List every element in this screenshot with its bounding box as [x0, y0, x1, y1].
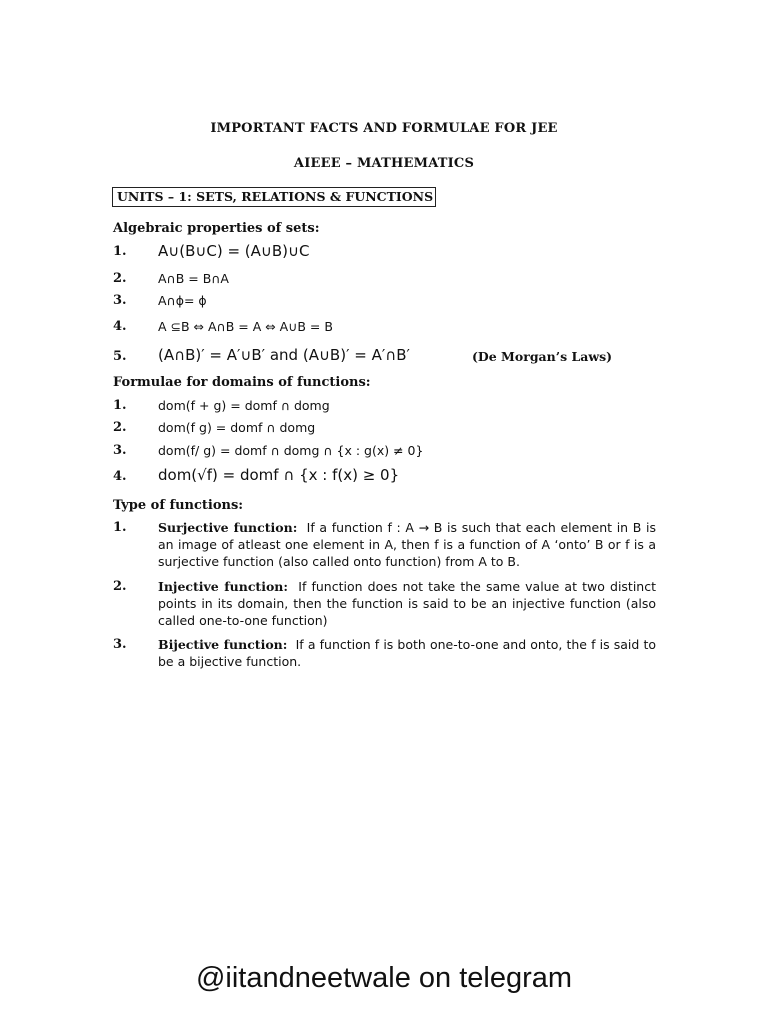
item-number: 4. — [113, 319, 127, 334]
item-number: 3. — [113, 443, 127, 458]
formula-line: A∩B = B∩A — [158, 271, 229, 286]
definition-surjective — [158, 519, 656, 570]
section-heading-domains: Formulae for domains of functions: — [113, 375, 371, 390]
de-morgan-note: (De Morgan’s Laws) — [472, 349, 613, 364]
formula-line: A ⊆B ⇔ A∩B = A ⇔ A∪B = B — [158, 319, 333, 334]
formula-line: dom(f g) = domf ∩ domg — [158, 420, 316, 435]
item-number: 2. — [113, 579, 127, 594]
item-number: 2. — [113, 420, 127, 435]
document-subtitle: AIEEE – MATHEMATICS — [293, 156, 475, 171]
document-title: IMPORTANT FACTS AND FORMULAE FOR JEE — [210, 121, 558, 136]
term-surjective: Surjective function: — [158, 520, 298, 535]
item-number: 2. — [113, 271, 127, 286]
item-number: 4. — [113, 469, 127, 484]
item-number: 3. — [113, 637, 127, 652]
formula-line: A∪(B∪C) = (A∪B)∪C — [158, 242, 310, 260]
definition-bijective — [158, 636, 656, 670]
formula-line: (A∩B)′ = A′∪B′ and (A∪B)′ = A′∩B′ — [158, 346, 410, 364]
definition-text: If a function f is both one-to-one and onto, the f is said to be a bijective function. — [158, 637, 657, 669]
formula-line: A∩ϕ= ϕ — [158, 293, 207, 308]
formula-line: dom(f/ g) = domf ∩ domg ∩ {x : g(x) ≠ 0} — [158, 443, 424, 458]
formula-line: dom(√f) = domf ∩ {x : f(x) ≥ 0} — [158, 466, 400, 484]
formula-line: dom(f + g) = domf ∩ domg — [158, 398, 330, 413]
definition-text: If a function f : A → B is such that each element in B is an image of atleast one element in A, then f is a function of A ‘onto’ B or f is a surjective function (also called onto function) from A to B. — [158, 520, 656, 569]
term-bijective: Bijective function: — [158, 637, 288, 652]
item-number: 5. — [113, 349, 127, 364]
term-injective: Injective function: — [158, 579, 288, 594]
section-heading-types: Type of functions: — [113, 498, 244, 513]
item-number: 1. — [113, 520, 127, 535]
definition-injective — [158, 578, 656, 629]
item-number: 3. — [113, 293, 127, 308]
definition-text: If function does not take the same value at two distinct points in its domain, then the function is said to be an injective function (also called one-to-one function) — [158, 579, 656, 628]
telegram-footer: @iitandneetwale on telegram — [195, 962, 573, 994]
unit-heading-box: UNITS – 1: SETS, RELATIONS & FUNCTIONS — [112, 187, 436, 207]
section-heading-algebraic: Algebraic properties of sets: — [113, 221, 320, 236]
item-number: 1. — [113, 244, 127, 259]
item-number: 1. — [113, 398, 127, 413]
